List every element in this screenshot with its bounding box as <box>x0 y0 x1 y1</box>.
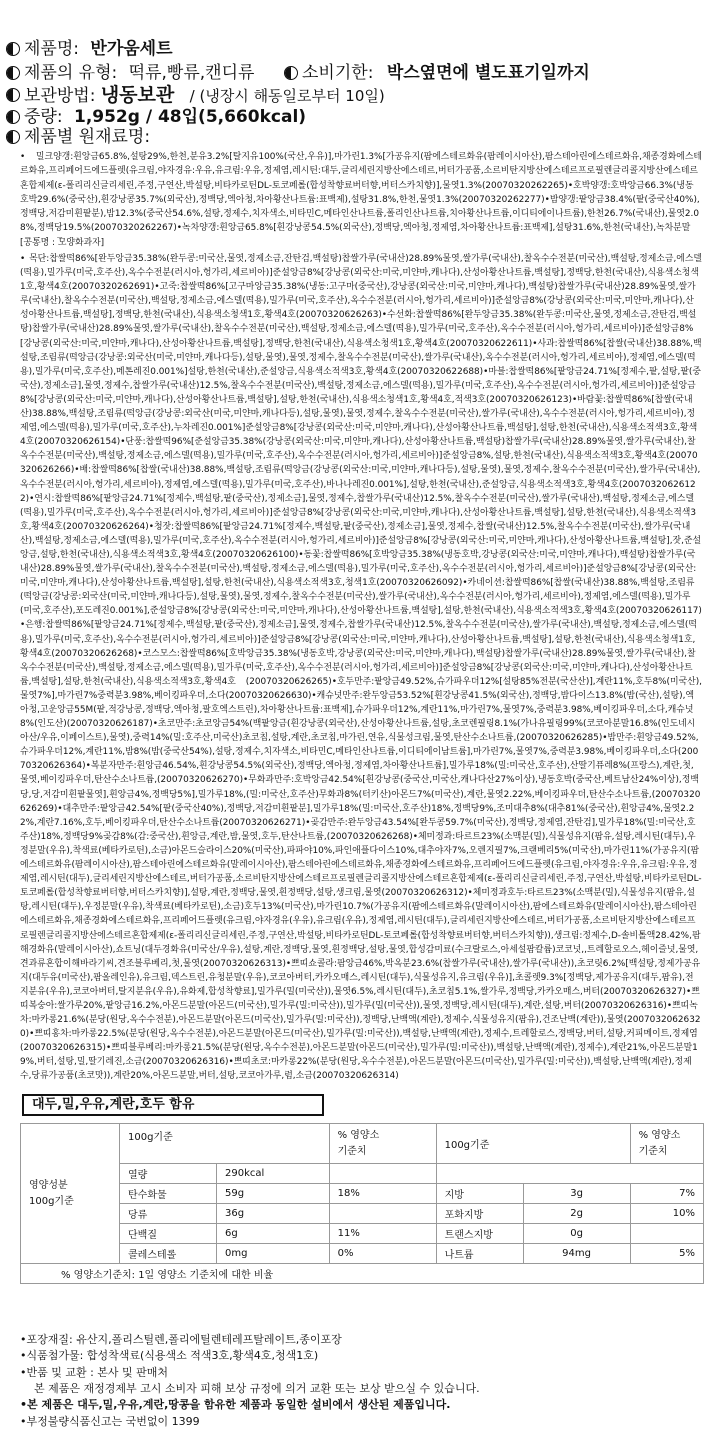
col-dv-right-2: 기준치 <box>638 1145 668 1157</box>
packaging-line: •포장재질: 유산지,폴리스틸렌,폴리에틸렌테레프탈레이트,종이포장 <box>20 1333 342 1346</box>
nutrient-dv: 10% <box>630 1204 703 1224</box>
col-per-right: 100g기준 <box>436 1124 630 1164</box>
calories-value: 290kcal <box>217 1164 330 1184</box>
allergen-facility-line: •본 제품은 대두,밀,우유,계란,땅콩을 함유한 제품과 동일한 설비에서 생산된 제품입니다. <box>20 1398 451 1411</box>
allergy-text: 대두,밀,우유,계란,호두 함유 <box>32 1097 195 1112</box>
half-circle-icon <box>6 130 20 144</box>
half-circle-icon <box>6 88 20 102</box>
nutrient-dv: 7% <box>630 1184 703 1204</box>
nutrition-table <box>20 1123 704 1284</box>
col-dv-right <box>630 1124 703 1164</box>
weight-value: 1,952g / 48입(5,660kcal) <box>73 107 307 127</box>
nutrient-dv: 0% <box>329 1244 436 1264</box>
ingredients-text: • 밀크양갱:흰앙금65.8%,설탕29%,한천,분유3.2%[탈지유100%(국산,우유)],마가린1.3%[가공유지(팜에스테르화유(팜레이시아산),팜스테아린에스테르화유,채종경화에스테르화유,프리페어드에드플렛(유크림,야자경유:우유,유크림:우유,정제염,레시틴:대두,글리세린지방산에스테르,버터가공품,소르비탄지방산에스테르프로필렌글리콜지방산에스테르혼합제제(ε-폴리리신글리세린,주정,구연산,박설탕,비타카로틴DL-토코페롤(합성착향료버터향,버터스카치향)],물엿1.3%(20070320262265)•호박양갱:호박앙금66.3%(냉동호박29.6%(중국산),흰강낭콩35.7%(외국산),정백당,엑아청,차아황산나트륨:표백제),설탕31.8%,한천,물엿1.3%(20070320262277)•밤양갱:팥앙금38.4%(팥(중국산40%),정백당,저감미흰팥분),밤12.3%(중국산54.6%,설탕,정제수,치자색소,비타민C,메타인산나트륨,폴리인산나트륨,치아황산나트륨,이디티에이나트륨),한천26.7%(국내산),물엿2.08%,정백당19.5%(20070320262267)•녹차양갱:흰앙금65.8%[흰강낭콩54.5%(외국산),정백당,엑아청,정제염,차아황산나트륨:표백제],설탕31.6%,한천(국내산),녹차분말 <box>20 152 702 234</box>
expiry-value: 박스옆면에 별도표기일까지 <box>386 63 590 83</box>
report-line: •부정불량식품신고는 국번없이 1399 <box>20 1415 200 1428</box>
nutrient-amount: 6g <box>217 1224 330 1244</box>
nutrient-name: 나트륨 <box>436 1244 523 1264</box>
storage-label: 보관방법: <box>24 86 96 106</box>
nutrient-amount: 59g <box>217 1184 330 1204</box>
product-name-value: 반가움세트 <box>90 39 173 59</box>
nutrition-row <box>21 1224 704 1244</box>
nutrient-amount: 2g <box>523 1204 630 1224</box>
half-circle-icon <box>284 66 298 80</box>
product-type-value: 떡류,빵류,캔디류 <box>128 63 255 83</box>
col-dv-left-2: 기준치 <box>337 1145 367 1157</box>
nutrition-footnote: % 영양소기준치: 1일 영양소 기준치에 대한 비율 <box>21 1264 704 1284</box>
nutrient-amount: 0g <box>523 1224 630 1244</box>
nutrient-amount: 0mg <box>217 1244 330 1264</box>
nutrient-name: 트랜스지방 <box>436 1224 523 1244</box>
nutrition-row <box>21 1184 704 1204</box>
serving-label-1: 영양성분 <box>29 1179 68 1191</box>
weight-label: 중량: <box>24 107 63 127</box>
product-type-label: 제품의 유형: <box>24 63 118 83</box>
common-name-note: [공통명 : 모양화과자] <box>20 238 105 248</box>
compensation-line: 본 제품은 재정경제부 고시 소비자 피해 보상 규정에 의거 교환 또는 보상 받으실 수 있습니다. <box>34 1382 480 1395</box>
ingredients-block-yanggaeng <box>20 150 702 238</box>
additives-line: •식품첨가물: 합성착색료(식용색소 적색3호,황색4호,청색1호) <box>20 1349 319 1362</box>
ingredients-common-name <box>20 236 702 252</box>
nutrient-dv: 11% <box>329 1224 436 1244</box>
col-dv-left <box>329 1124 436 1164</box>
half-circle-icon <box>6 66 20 80</box>
nutrient-dv <box>329 1204 436 1224</box>
nutrition-row <box>21 1204 704 1224</box>
nutrient-name: 포화지방 <box>436 1204 523 1224</box>
nutrient-name: 탄수화물 <box>120 1184 217 1204</box>
allergy-box <box>22 1094 324 1116</box>
ingredients-text: • 목단:찹쌀떡86%[완두앙금35.38%(완두콩:미국산,물엿,정제소금,잔탄검,백설탕)찹쌀가루(국내산)28.89%물엿,쌀가루(국내산),찰옥수수전분(미국산),백설탕,정제소금,에스델(떡용),밀가루(미국,호주산),옥수수전분(러시아,헝가리,세르비아)]준설앙금8%[강낭콩(외국산:미국,미얀마,캐나다),산성아황산나트륨,백설탕],정백당,한천(국내산),식용색소청색1호,황색4호(20070320262691)•고죽:찹쌀떡86%[고구마앙금35.38%(냉동:고구마(중국산),강낭콩(외국산:미국,미얀마,캐나다),백설탕)찹쌀가루(국내산)28.89%물엿,쌀가루(국내산),찰옥수수전분(미국산),백설탕,정제소금,에스델(떡용),밀가루(미국,호주산),옥수수전분(러시아,헝가리,세르비아)]준설앙금8%(강낭콩(외국산:미국,미얀마,캐나다),산성아황산나트륨,백설탕],정백당,한천(국내산),식용색소청색1호,황색4호(20070320626263)•수선화:찹쌀떡86%[완두앙금35.38%(완두콩:미국산,물엿,정제소금,잔탄검,백설탕)찹쌀가루(국내산)28.89%물엿,쌀가루(국내산),찰옥수수전분(미국산),백설탕,정제소금,에스델(떡용),밀가루(미국,호주산),옥수수전분(러시아,헝가리,세르비아)]준설앙금8%[강낭콩(외국산:미국,미얀마,캐나다),산성아황산나트륨,백설탕],정백당,한천(국내산),식용색소청색1호,황색4호(20070320622611)•사과:찹쌀떡86%[찹쌀(국내산)38.88%,백설탕,조림류(떡앙금(강낭콩:외국산(미국,미얀마,캐나다등),설탕,물엿),물엿,정제수,찰옥수수전분(미국산),쌀가루(국내산),옥수수전분(러시아,헝가리,세르비아),정제염,에스델(떡용),밀가루(미국,호주산),메톤레진0.001%]설탕,한천(국내산),준설앙금,식용색소적색3호,황색4호(20070320622688)•마블:찹쌀떡86%[팥앙금24.71%[정제수,팥,설탕,팥(중국산),정제소금],물엿,정제수,찹쌀가루(국내산)12.5%,찰옥수수전분(미국산),백설탕,정제소금,에스델(떡용),밀가루(미국,호주산),옥수수전분(러시아,헝가리,세르비아)]준설앙금8%[강낭콩(외국산:미국,미얀마,캐나다),산성아황산나트륨,백설탕],설탕,한천(국내산),식용색소청색1호,황색4호,적색3호(20070320626123)•바람꽃:찹쌀떡86%[찹쌀(국내산)38.88%,백설탕,조림류(떡앙금(강낭콩:외국산(미국,미얀마,캐나다등),설탕,물엿),물엿,정제수,찰옥수수전분(미국산),쌀가루(국내산),옥수수전분(러시아,헝가리,세르비아),정제염,에스델(떡용),밀가루(미국,호주산),누차레진0.001%]준설앙금8%[강낭콩(외국산:미국,미얀마,캐나다),산성아황산나트륨,백설탕],설탕,한천(국내산),식용색소적색3호,황색4호(20070320626154)•단풍:찹쌀떡96%[준설앙금35.38%(강낭콩(외국산:미국,미얀마,캐나다),산성아황산나트륨,백설탕)찹쌀가루(국내산)28.89%물엿,쌀가루(국내산),찰옥수수전분(미국산),백설탕,정제소금,에스델(떡용),밀가루(미국,호주산),옥수수전분(러시아,헝가리,세르비아)]준설앙금8%,설탕,한천(국내산),식용색소적색3호,황색4호(20070320626266)•배:찹쌀떡86%[찹쌀(국내산)38.88%,백설탕,조림류(떡앙금(강낭콩(외국산:미국,미얀마,캐나다등),설탕,물엿),물엿,정제수,찰옥수수전분(미국산),쌀가루(국내산),옥수수전분(러시아,헝가리,세르비아),정제염,에스델(떡용),밀가루(미국,호주산),바나나레진0.001%],설탕,한천(국내산),준설앙금,식용색소적색3호,황색4호(20070320626122)•연시:찹쌀떡86%[팥앙금24.71%[정제수,백설탕,팥(중국산),정제소금],물엿,정제수,찹쌀가루(국내산)12.5%,찰옥수수전분(미국산),쌀가루(국내산),백설탕,정제소금,에스델(떡용),밀가루(미국,호주산),옥수수전분(러시아,헝가리,세르비아)]준설앙금8%[강낭콩(외국산:미국,미얀마,캐나다),산성아황산나트륨,백설탕],설탕,한천(국내산),식용색소적색3호,황색4호(20070320626264)•청잣:찹쌀떡86%[팥앙금24.71%[정제수,백설탕,팥(중국산),정제소금],물엿,정제수,찹쌀(국내산)12.5%,찰옥수수전분(미국산),쌀가루(국내산),백설탕,정제소금,에스델(떡용),밀가루(미국,호주산),옥수수전분(러시아,헝가리,세르비아)]준설앙금8%[강낭콩(외국산:미국,미얀마,캐나다),산성아황산나트륨,백설탕],잣,준설앙금,설탕,한천(국내산),식용색소적색3호,황색4호(20070320626100)•동꽃:찹쌀떡86%[호박앙금35.38%(냉동호박,강낭콩(외국산:미국,미얀마,캐나다),백설탕)찹쌀가루(국내산)28.89%물엿,쌀가루(국내산),찰옥수수전분(미국산),백설탕,정제소금,에스델(떡용),밀가루(미국,호주산),옥수수전분(러시아,헝가리,세르비아)]준설앙금8%[강낭콩(외국산:미국,미얀마,캐나다),산성아황산나트륨,백설탕],설탕,한천(국내산),식용색소적색3호,청색1호(20070320626092)•카네이션:찹쌀떡86%[찹쌀(국내산)38.88%,백설탕,조림류(떡앙금(강낭콩:외국산(미국,미얀마,캐나다등),설탕,물엿),물엿,정제수,찰옥수수전분(미국산),쌀가루(국내산),옥수수전분(러시아,헝가리,세르비아),정제염,에스델(떡용),밀가루(미국,호주산),포도레진0.001%],준설앙금8%[강낭콩(외국산:미국,미얀마,캐나다),산성아황산나트륨,백설탕],설탕,한천(국내산),식용색소적색3호,황색4호(20070320626117)•은행:찹쌀떡86%[팥앙금24.71%[정제수,백설탕,팥(중국산),정제소금],물엿,정제수,찹쌀가루(국내산)12.5%,찰옥수수전분(미국산),쌀가루(국내산),백설탕,정제소금,에스델(떡용),밀가루(미국,호주산),옥수수전분(러시아,헝가리,세르비아)]준설앙금8%[강낭콩(외국산:미국,미얀마,캐나다),산성아황산나트륨,백설탕],설탕,한천(국내산),식용색소청색1호,황색4호(20070320626268)•코스모스:찹쌀떡86%[호박앙금35.38%(냉동호박,강낭콩(외국산:미국,미얀마,캐나다),백설탕)찹쌀가루(국내산)28.89%물엿,쌀가루(국내산),찰옥수수전분(미국산),백설탕,정제소금,에스델(떡용),밀가루(미국,호주산),옥수수전분(러시아,헝가리,세르비아)]준설앙금8%[강낭콩(외국산:미국,미얀마,캐나다),산성아황산나트륨,백설탕],설탕,한천(국내산),식용색소적색3호,황색4호 (20070320626265)•호두만주:팥앙금49.52%,슈가파우더12%[설탕85%전분(국산산)],계란11%,호두8%(미국산),물엿7%],마가린7%중력분3.98%,베이킹파우더,소다(20070320626630)•캐슈넛만주:완두앙금53.52%[흰강낭콩41.5%(외국산),정백당,밤다이스13.8%(밤(국산),설탕),엑아청,고운앙금55M(팥,적강낭콩,정백당,엑아청,팔호엑스트린),차아황산나트륨:표백제],슈가파우더12%,계란11%,마가린7%,물엿7%,중력분3.98%,베이킹파우더,소다,캐슈넛8%(인도산)(20070320626187)•초코만주:초코앙금54%(백팥앙금(흰강낭콩(외국산),산성아황산나트륨,설탕,초코렌필링8.1%(가나유필링99%(코코아분말16.8%(인도네시아산/우유,이페이스트),물엿),중력14%(밀:호주산,미국산)초코칩,설탕,계란,초코칩,마가린,연유,식물성크림,물엿,탄산수소나트륨,(20070320626285)•밤만주:흰앙금49.52%,슈가파우더12%,계란11%,밤8%(밤(중국산54%),설탕,정제수,치자색소,비타민C,메타인산나트륨,이디티에이남트륨],마가린7%,물엿7%,중력분3.98%,베이킹파우더,소다(20070320626364)•복분자만주:흰앙금46.54%,흰강낭콩54.5%(외국산),정백당,엑아청,정제염,차아황산나트륨],밀가루18%(밀:미국산,호주산),산딸기퓨레8%(프랑스),계란,첫,물엿,베이킹파우더,탄산수소나트륨,(20070320626270)•무화과만주:호박앙금42.54%[흰강낭콩(중국산,미국산,캐나다산27%이상),냉동호박(중국산,베트남산24%이상),정백당,당,저감미흰팥물엿],흰앙금4%,정백당5%],밀가루18%,(밀:미국산,호주산)무화과8%(터키산)아몬드7%(미국산),계란,물엿2.22%,베이킹파우더,탄산수소나트륨,(20070320626269)•대추만주:팥앙금42.54%[팥(중국산40%),정백당,저감미흰팥분],밀가루18%(밀:미국산,호주산)18%,정백당9%,조미대추8%(대추81%(중국산),흰앙금4%,물엿2.22%,계란7.16%,호두,베이킹파우더,탄산수소나트륨(20070320626271)•곶감만주:완두앙금43.54%[완두콩59.7%(미국산),정백당,정제염,잔탄검],밀가루18%(밀:미국산,호주산)18%,정백당9%곶감8%(감:중국산),흰앙금,계란,밤,물엿,호두,탄산나트륨,(20070320626268)•체미정과:타르트23%(소맥분(밀),식물성유지(팜유,설탕,레시틴(대두),우정분말(우유),착색료(베타카로틴),소금)아몬드슬라이스20%(미국산),파파야10%,파인애플다이스10%,대추야자7%,오렌지필7%,크랜베리5%(미국산),마가린11%(가공유지(팜에스테르화유(팜레이시아산),팜스테아린에스테르화유(말레이시아산),팜스테아린에스테르화유,채종경화에스테르화유,프리페어드에드플렛(유크림,야자경유:우유,유크림:우유,정제염,레시틴(대두),글리세린지방산에스테르,버터가공품,소르비탄지방산에스테르프로필렌글리콜지방산에스테르혼합제제(ε-폴리리신글리세린,주정,구연산,박설탕,비타카로틴DL-토코페롤(합성착향료버터향,버터스카치향)],설탕,계란,정백당,물엿,흰정백당,설탕,생크림,물엿(20070320626312)•체미정과호두:타르트23%(소맥분(밀),식물성유지(팜유,설탕,레시틴(대두),우정분말(우유),착색료(베타카로틴),소금)호두13%(미국산),마가린10.7%(가공유지(팜에스테르화유(말레이시아산),팜에스테르화유(말레이시아산),팜스테아린에스테르화유,채종경화에스테르화유,프리페어드플렛(유크림,야자경유(우유),유크림(우유),정제염,레시틴(대두),글리세린지방산에스테르,버터가공품,소르비탄지방산에스테르프로필렌글리콜지방산에스테르혼합제제(ε-폴리리신글리세린,주정,구연산,박설탕,비타카로틴DL-토코페롤(합성착향료버터향,버터스카치향)),생크림:정제수,D-솔비톨액28.42%,팜해경화유(말레이시아산),쇼트닝(대두경화유(미국산/우유),설탕,계란,정백당,물엿,흰정백당,설탕,물엿,합성감미료(수크랄로스,아세설팜칼륨)코코넛,,트레할로오스,헤이즐넛,물엿,견과류혼합이해바라기씨,견조블루베리,첫,물엿(20070320626313)•쁘띠쇼콜라:팜앙금46%,박옥분23.6%(찹쌀가루(국내산),쌀가루(국내산)),초코릿6.2%[백설탕,정제가공유지(대두유(미국산),팜올레인유),유크림,덱스트린,유청분말(우유),코코아버터,카카오매스,레시틴(대두),식물성유지,유크림(우유)],초콜렛9.3%[정백당,제가공유지(대두,팜유),전지분유(우유),코코아버터,탈지분유(우유),유화제,합성착향료],밀가루(밀(미국산)),물엿6.5%,레시틴(대두),초코칩5.1%,쌀가루,정백당,카카오매스,버터(20070320626327)•쁘띠복숭아:쌀가루20%,팥앙금16.2%,아몬드분말(아몬드(미국산),밀가루(밀:미국산)),밀가루(밀(미국산)),물엿,정백당,레시틴(대두),계란,설탕,버터(20070320626316)•쁘띠녹차:마카롱21.6%(분당(원당,옥수수전분),아몬드분말(아몬드(미국산),밀가루(밀:미국산)),정백당,난백액(계란),정제수,식물성유지(팜유),건조난백(계란)),물엿(20070320626320)•쁘띠홍차:마카롱22.5%(분당(원당,옥수수전분),아몬드분말(아몬드(미국산),밀가루(밀:미국산)),백설탕,난백액(계란),정제수,트레할로스,정백당,버터,설탕,커피메이트,정제염(20070320626315)•쁘띠블루베리:마카롱21.5%(분당(원당,옥수수전분),아몬드분말(아몬드(미국산),밀가루(밀:미국산)),백설탕,난백액(계란),정제수),계란21%,아몬드분말19%,버터,설탕,밀,딸기레진,소금(20070320626316)•쁘띠초코:마카롱22%(분당(원당,옥수수전분),아몬드분말(아몬드(미국산),밀가루(밀:미국산)),백설탕,난백액(계란),정제수,당류가공품(초코맛)),계란20%,아몬드분말,버터,설탕,코코아가루,럼,소금(20070320626314) <box>20 254 702 1082</box>
product-name-label: 제품명: <box>24 39 79 59</box>
expiry-label: 소비기한: <box>302 63 374 83</box>
nutrition-row <box>21 1244 704 1264</box>
return-line: •반품 및 교환 : 본사 및 판매처 <box>20 1366 169 1379</box>
product-name-row <box>24 36 173 62</box>
nutrient-dv: 18% <box>329 1184 436 1204</box>
storage-value: 냉동보관 <box>100 84 175 106</box>
ingredients-title-row <box>24 124 150 150</box>
ingredients-title: 제품별 원재료명: <box>24 127 151 147</box>
calories-label: 열량 <box>120 1164 217 1184</box>
ingredients-block-sweets <box>20 252 702 1082</box>
half-circle-icon <box>6 42 20 56</box>
nutrient-dv: 5% <box>630 1244 703 1264</box>
nutrient-dv <box>630 1224 703 1244</box>
nutrient-name: 당류 <box>120 1204 217 1224</box>
half-circle-icon <box>6 110 20 124</box>
col-dv-left-1: % 영양소 <box>337 1129 380 1141</box>
nutrient-name: 단백질 <box>120 1224 217 1244</box>
nutrient-amount: 3g <box>523 1184 630 1204</box>
nutrient-name: 지방 <box>436 1184 523 1204</box>
col-dv-right-1: % 영양소 <box>638 1129 681 1141</box>
nutrient-amount: 94mg <box>523 1244 630 1264</box>
serving-cell <box>21 1124 120 1264</box>
storage-note: / (냉장시 해동일로부터 10일) <box>189 87 385 105</box>
serving-label-2: 100g기준 <box>29 1195 74 1207</box>
nutrient-name: 콜레스테롤 <box>120 1244 217 1264</box>
col-per-left: 100g기준 <box>120 1124 330 1164</box>
nutrient-amount: 36g <box>217 1204 330 1224</box>
